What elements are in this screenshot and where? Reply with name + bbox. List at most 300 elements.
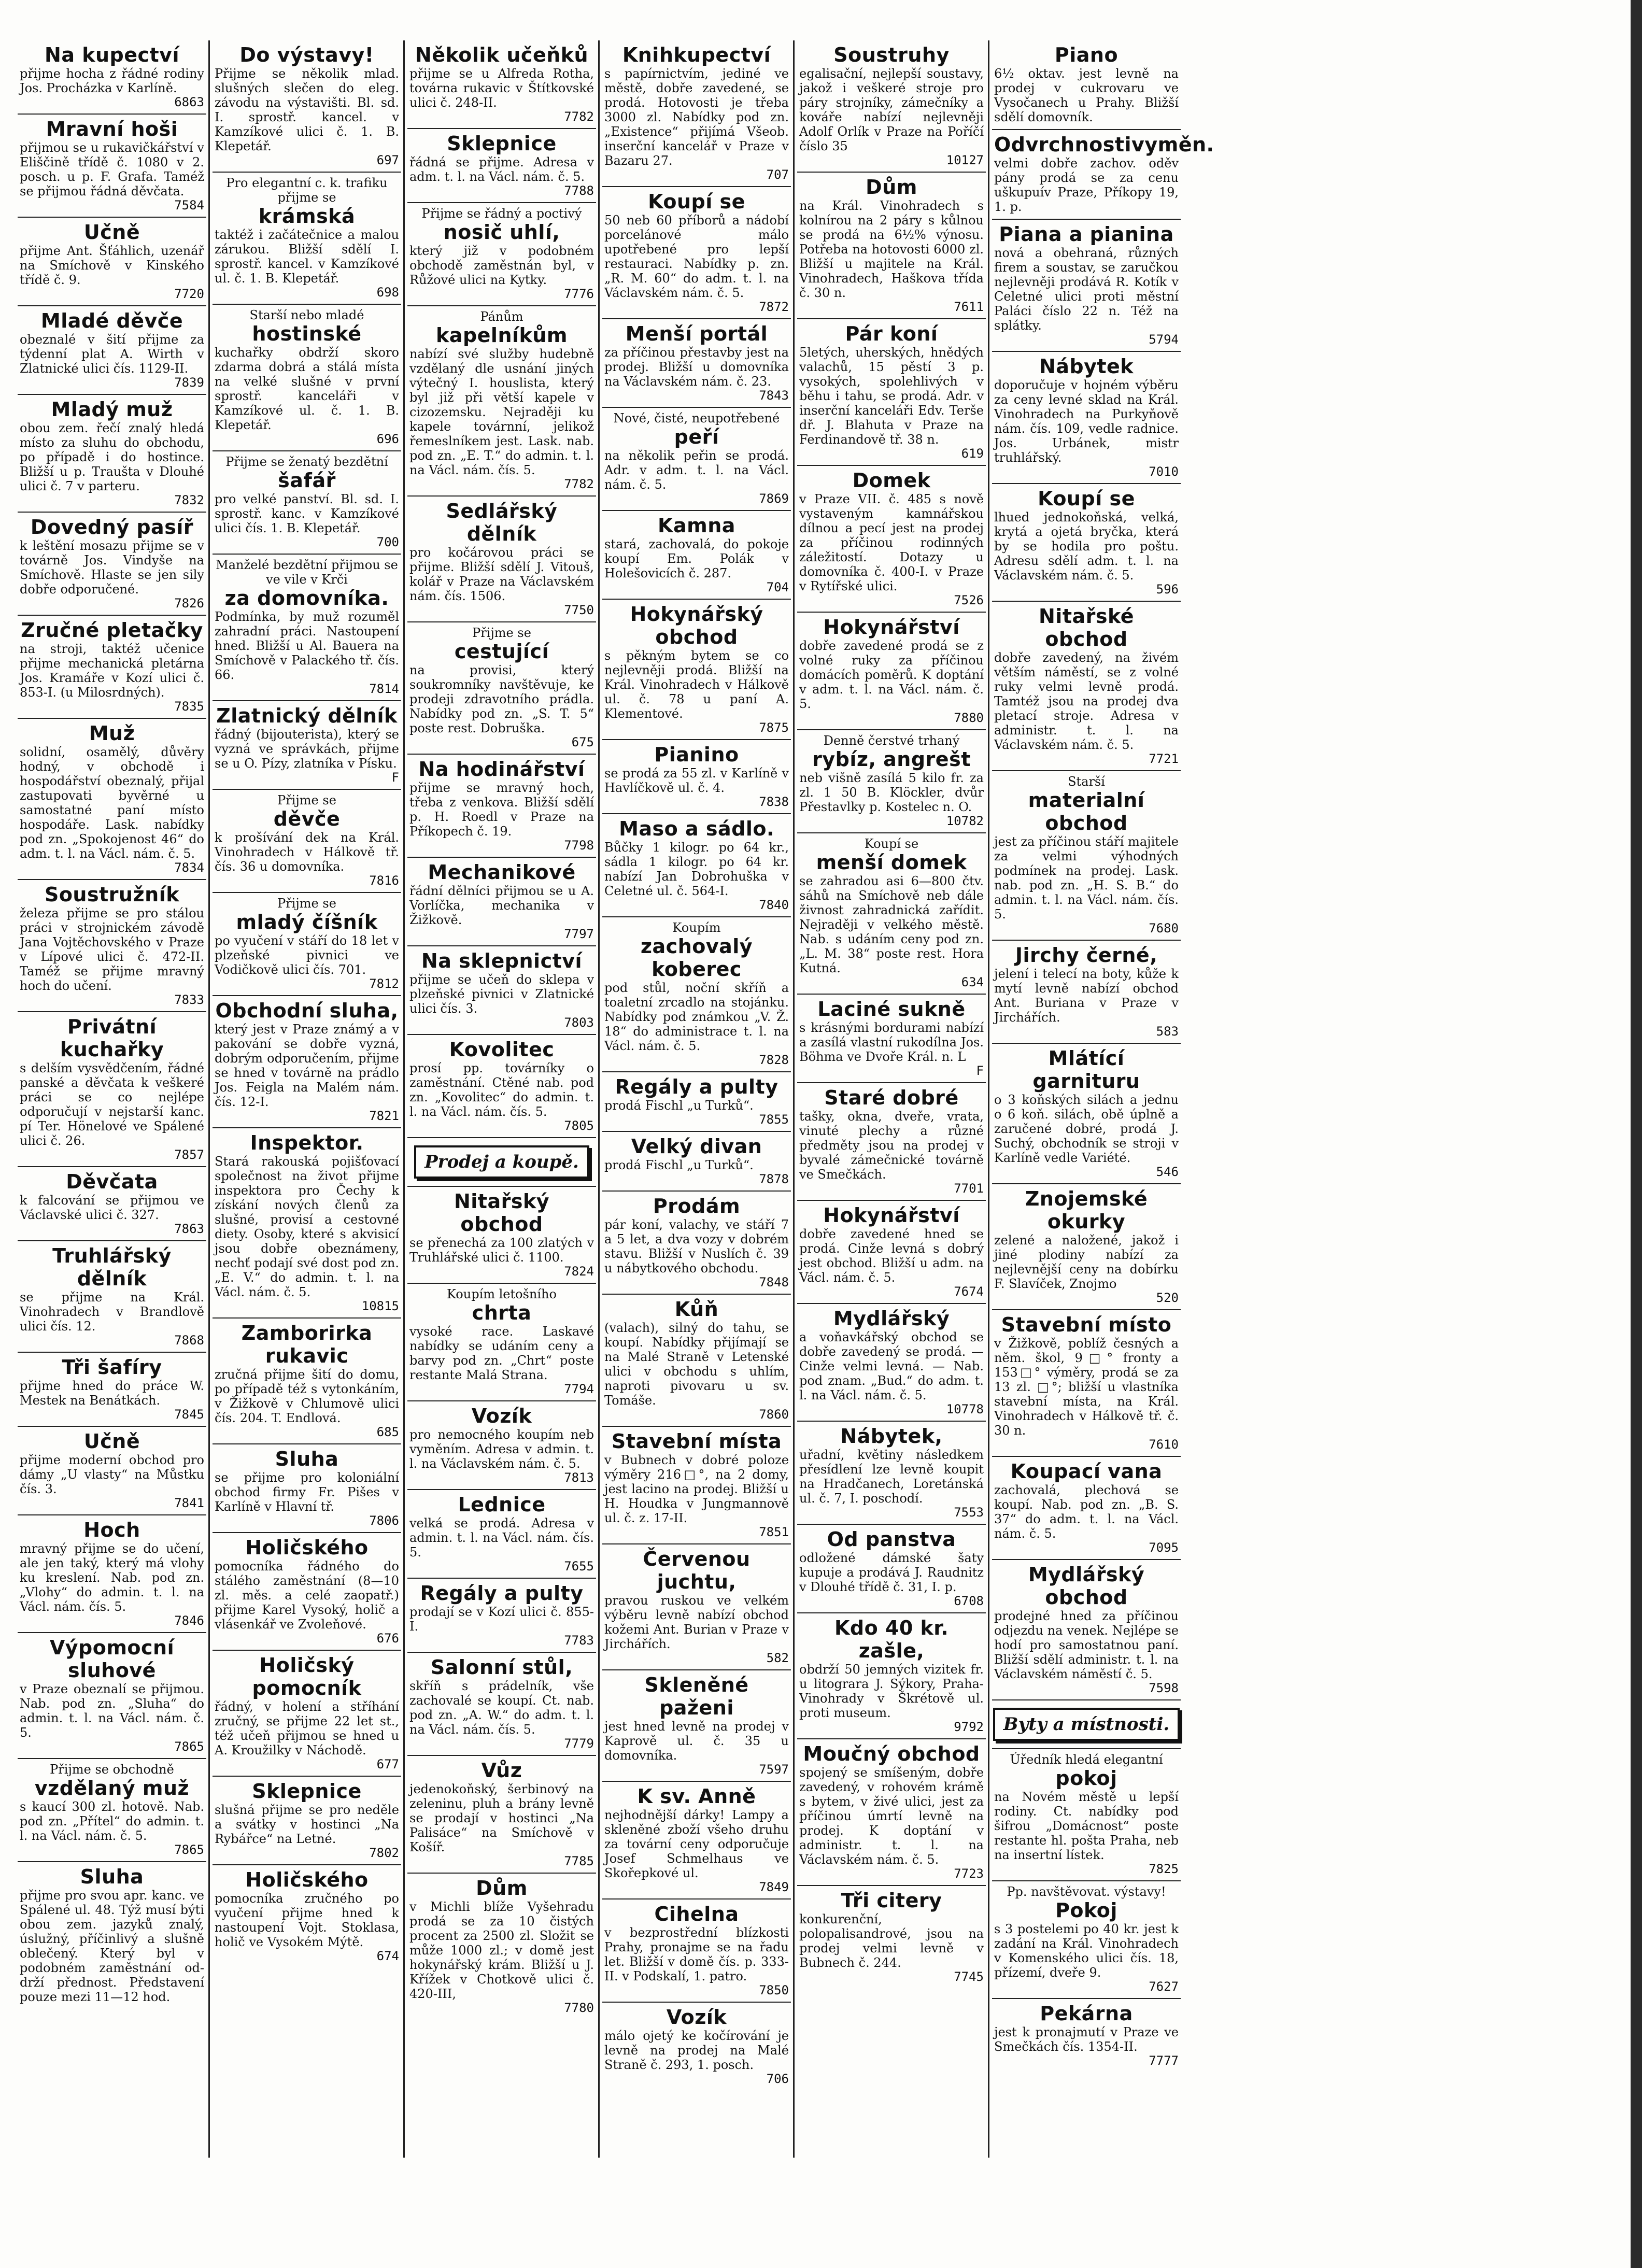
ad-heading: Mladé děvče <box>40 309 183 332</box>
classified-ad <box>602 600 791 740</box>
ad-number: 7720 <box>174 287 204 301</box>
ad-body: stará, zachovalá, do pokoje koupí Em. Polák v Holešovicích č. 287. <box>604 537 789 580</box>
ad-heading: chrta <box>472 1301 532 1324</box>
ad-body: obdrží 50 jemných vizitek fr. u litograra J. Sýkory, Praha-Vinohrady v Škrétově ul. proti museum. <box>799 1662 984 1720</box>
ad-preheading: Přijme se řádný a poctivý <box>421 206 582 221</box>
ad-heading: Pekárna <box>1040 2002 1133 2025</box>
classified-ad <box>18 1353 206 1427</box>
ad-preheading: Denně čerstvé trhaný <box>823 733 960 748</box>
ad-body: pro nemocného koupím neb vyměním. Adresa v admin. t. l. na Václavském nám. č. 5. <box>409 1427 594 1471</box>
ad-heading: zachovalý koberec <box>640 935 753 981</box>
classified-ad <box>407 306 596 497</box>
ad-heading: Hokynářský obchod <box>630 603 763 648</box>
classified-ad <box>797 730 986 833</box>
ad-heading: Velký divan <box>631 1135 762 1158</box>
classified-ad <box>602 1670 791 1782</box>
ad-heading: Tři šafíry <box>62 1356 162 1379</box>
classified-ad <box>213 790 401 893</box>
ad-number: 7794 <box>564 1382 594 1396</box>
ad-heading: K sv. Anně <box>637 1785 756 1808</box>
ad-heading: Salonní stůl, <box>430 1656 573 1679</box>
ad-number: 7865 <box>174 1739 204 1754</box>
ad-body: k prošívání dek na Král. Vinohradech v Hálkově tř. čís. 36 u domovníka. <box>215 830 399 874</box>
ad-body: o 3 koňských silách a jednu o 6 koň. silách, obě úplně a zaručené dobré, prodá J. Suchý, obchodník se stroji v Karlíně vedle Variété. <box>994 1093 1179 1165</box>
ad-heading: Děvčata <box>66 1170 158 1193</box>
classified-ad <box>213 996 401 1128</box>
ad-heading: Na kupectví <box>45 44 179 66</box>
ad-heading: Inspektor. <box>250 1131 364 1154</box>
classified-ad <box>407 129 596 203</box>
classified-ad <box>602 1427 791 1544</box>
classified-ad <box>213 173 401 305</box>
ad-number: 7846 <box>174 1613 204 1628</box>
ad-body: pomocníka řádného do stálého zaměstnání (8—10 zl. měs. a celé zaopatř.) přijme Karel Vysoký, holič a vlásenkář ve Zvoleňové. <box>215 1559 399 1632</box>
classified-ad <box>407 1756 596 1874</box>
ad-body: železa přijme se pro stálou práci v strojnickém závodě Jana Vojtěchovského v Praze v Lípové ulici č. 472-II. Taméž se přijme mravný hoch do učení. <box>20 906 204 993</box>
classified-ad <box>992 602 1181 771</box>
column-rule <box>793 40 795 2158</box>
ad-body: po vyučení v stáří do 18 let v plzeňské pivnici ve Vodičkově ulici čís. 701. <box>215 933 399 977</box>
ad-number: 707 <box>766 167 789 182</box>
classified-ad <box>797 1422 986 1525</box>
classified-ad <box>992 130 1214 220</box>
ad-number: 698 <box>376 285 399 300</box>
ad-number: 7797 <box>564 927 594 941</box>
ad-body: s krásnými bordurami nabízí a zasílá vlastní rukodílna Jos. Böhma ve Dvoře Král. n. L <box>799 1020 984 1064</box>
ad-body: v Praze obeznalí se přijmou. Nab. pod zn. „Sluha“ do admin. t. l. na Václ. nám. č. 5. <box>20 1682 204 1740</box>
ad-heading: Kovolitec <box>449 1038 555 1061</box>
ad-body: zručná přijme šití do domu, po případě též s vytonkáním, v Žižkově v Chlumově ulici čís. 204. T. Endlová. <box>215 1367 399 1425</box>
ad-body: přijme se mravný hoch, třeba z venkova. Bližší sdělí p. H. Roedl v Praze na Příkopech č. 19. <box>409 781 594 839</box>
classified-ad <box>18 616 206 719</box>
column-5 <box>797 40 986 2158</box>
ad-body: s kaucí 300 zl. hotově. Nab. pod zn. „Přítel“ do admin. t. l. na Václ. nám. č. 5. <box>20 1799 204 1843</box>
ad-body: na Král. Vinohradech s kolnírou na 2 páry s kůlnou se prodá na 6½% výnosu. Potřeba na hotovosti 6000 zl. Bližší u majitele na Král. Vinohradech, Haškova třída č. 30 n. <box>799 199 984 300</box>
ad-body: řádný (bijouterista), který se vyzná ve správkách, přijme se u O. Pízy, zlatníka v Písku. <box>215 727 399 771</box>
ad-number: 7865 <box>174 1842 204 1857</box>
ad-body: neb višně zasílá 5 kilo fr. za zl. 1 50 B. Klöckler, dvůr Přestavlky p. Kostelec n. O. <box>799 771 984 814</box>
classified-ad <box>797 1613 986 1739</box>
classified-ad <box>213 1651 401 1777</box>
ad-number: F <box>976 1064 984 1078</box>
ad-heading: Maso a sádlo. <box>619 817 774 840</box>
ad-heading: Červenou juchtu, <box>643 1548 751 1593</box>
ad-heading: Laciné sukně <box>817 998 966 1020</box>
ad-heading: Tři citery <box>841 1889 942 1912</box>
classified-ad <box>213 1319 401 1444</box>
classified-ad <box>602 511 791 600</box>
ad-body: řádná se přijme. Adresa v adm. t. l. na Václ. nám. č. 5. <box>409 155 594 184</box>
classified-ad <box>797 40 986 173</box>
ad-body: málo ojetý ke kočírování je levně na prodej na Malé Straně č. 293, 1. posch. <box>604 2029 789 2072</box>
ad-number: 7610 <box>1149 1437 1179 1452</box>
ad-number: 7095 <box>1149 1540 1179 1555</box>
ad-preheading: Koupím <box>672 920 721 935</box>
ad-body: dobře zavedený, na živém větším náměstí, se z volné ruky velmi levně prodá. Tamtéž jsou na prodej dva pletací stroje. Adresa v administr. t. l. na Václavském nám. č. 5. <box>994 650 1179 752</box>
ad-body: se prodá za 55 zl. v Karlíně v Havlíčkově ul. č. 4. <box>604 766 789 795</box>
ad-heading: Menší portál <box>625 322 768 345</box>
classified-ad <box>992 352 1181 484</box>
ad-body: s papírnictvím, jediné ve městě, dobře zavedené, se prodá. Hotovosti je třeba 3000 zl. Nabídky pod zn. „Existence“ přijímá Všeob. inserční kancelář v Praze v Bazaru 27. <box>604 66 789 168</box>
ad-number: 696 <box>376 432 399 446</box>
classified-ad <box>797 1083 986 1201</box>
ad-number: 10815 <box>361 1299 399 1313</box>
ad-heading: Piana a pianina <box>999 223 1174 246</box>
ad-number: 7826 <box>174 596 204 611</box>
ad-preheading: Úředník hledá elegantní <box>1010 1752 1163 1767</box>
ad-heading: Učně <box>83 1430 140 1453</box>
ad-number: 7750 <box>564 603 594 617</box>
classified-ad <box>602 2003 791 2090</box>
ad-heading: Nábytek, <box>840 1425 943 1448</box>
classified-ad <box>18 306 206 395</box>
classified-ad <box>992 1044 1181 1184</box>
classified-ad <box>407 1490 596 1579</box>
ad-heading: Učně <box>83 221 140 244</box>
ad-number: 10127 <box>946 153 984 167</box>
ad-heading: děvče <box>273 807 341 830</box>
classified-ad <box>213 1865 401 1967</box>
ad-number: 7850 <box>759 1983 789 1997</box>
classified-ad <box>797 319 986 466</box>
ad-number: 7598 <box>1149 1681 1179 1695</box>
classified-ad <box>602 1132 791 1192</box>
column-1 <box>18 40 206 2158</box>
ad-body: a voňavkářský obchod se dobře zavedený se prodá. — Cinže velmi levná. — Nab. pod znam. „Bud.“ do adm. t. l. na Václ. nám. č. 5. <box>799 1330 984 1402</box>
ad-heading: Holičského <box>245 1868 369 1891</box>
ad-heading: Vozík <box>666 2006 727 2029</box>
classified-ad <box>18 115 206 218</box>
ad-number: 7834 <box>174 860 204 875</box>
classified-ad <box>407 946 596 1035</box>
ad-heading: Na sklepnictví <box>421 949 583 972</box>
ad-number: 7843 <box>759 388 789 403</box>
ad-number: 7824 <box>564 1264 594 1279</box>
ad-heading: Do výstavy! <box>239 44 374 66</box>
ad-number: 7835 <box>174 699 204 714</box>
ad-body: velmi dobře zachov. oděv pány prodá se za cenu uškupuív Praze, Příkopy 19, 1. p. <box>994 156 1179 214</box>
ad-preheading: Pro elegantní c. k. trafiku přijme se <box>226 176 388 205</box>
column-rule <box>988 40 989 2158</box>
ad-preheading: Přijme se obchodně <box>50 1762 174 1777</box>
ad-heading: pokoj <box>1055 1767 1117 1790</box>
ad-body: k falcování se přijmou ve Václavské ulici č. 327. <box>20 1193 204 1222</box>
ad-body: jedenokoňský, šerbinový na zeleninu, pluh a brány levně se prodají v hostinci „Na Palisáce“ na Smíchově v Košíř. <box>409 1782 594 1854</box>
classified-ad <box>407 858 596 946</box>
classified-ad <box>407 1187 596 1284</box>
ad-heading: kapelníkům <box>436 324 568 347</box>
ad-body: v Žižkově, poblíž česných a něm. škol, 9□° fronty a 153□° výměry, prodá se za 13 zl. □°; bližší u vlastníka stavební místa, na Král. Vinohradech v Hálkově tř. č. 30 n. <box>994 1336 1179 1438</box>
ad-number: 7674 <box>954 1284 984 1299</box>
ad-heading: Dům <box>866 176 917 199</box>
ad-number: 7821 <box>369 1109 399 1123</box>
ad-body: obou zem. řečí znalý hledá místo za sluhu do obchodu, po případě i do hostince. Bližší u p. Traušta v Dlouhé ulici č. 7 v parteru. <box>20 421 204 493</box>
classified-ad <box>797 173 986 319</box>
ad-heading: Koupací vana <box>1010 1460 1163 1483</box>
ad-body: na stroji, taktéž učenice přijme mechanická pletárna Jos. Kramáře v Kozí ulici č. 853-I. (u Milosrdných). <box>20 642 204 700</box>
ad-heading: Sluha <box>275 1448 339 1470</box>
ad-heading: Sklepnice <box>447 132 557 155</box>
ad-body: v Praze VII. č. 485 s nově vystaveným kamnářskou dílnou a pecí jest na prodej za příčinou rodinných záležitostí. Dotazy u domovníka č. 400-I. v Praze v Rytířské ulici. <box>799 492 984 593</box>
ad-heading: Skleněné paženi <box>644 1674 749 1719</box>
classified-ad <box>213 1777 401 1865</box>
ad-number: 7779 <box>564 1736 594 1751</box>
ad-body: prodá Fischl „u Turků“. <box>604 1098 754 1113</box>
classified-ad <box>18 1241 206 1353</box>
classified-ad <box>602 319 791 408</box>
ad-body: nová a obehraná, různých firem a soustav, se zaručkou nejlevněji prodává R. Kotík v Celetné ulici proti městní Paláci číslo 22 n. Též na splátky. <box>994 246 1179 333</box>
ad-body: kuchařky obdrží skoro zdarma dobrá a stálá místa na velké slušné v první sprostř. kanceláři v Kamzíkové ul. č. 1. B. Klepetář. <box>215 345 399 432</box>
classified-ad <box>18 218 206 306</box>
ad-body: spojený se smíšeným, dobře zavedený, v rohovém krámě s bytem, v živé ulici, jest za příčinou úmrtí levně na prodej. K doptání v administr. t. l. na Václavském nám. č. 5. <box>799 1765 984 1867</box>
ad-number: 7855 <box>759 1112 789 1127</box>
classified-ad <box>213 1533 401 1651</box>
classified-ad <box>992 1560 1181 1700</box>
ad-body: doporučuje v hojném výběru za ceny levné sklad na Král. Vinohradech na Purkyňově nám. čís. 109, vedle radnice. Jos. Urbánek, mistr truhlářský. <box>994 378 1179 465</box>
ad-body: prodají se v Kozí ulici č. 855-I. <box>409 1605 594 1634</box>
classified-ad <box>992 1184 1181 1310</box>
ad-heading: nosič uhlí, <box>443 221 560 244</box>
section-heading <box>992 1700 1181 1749</box>
ad-body: Přijme se několik mlad. slušných slečen do eleg. závodu na výstavišti. Bl. sd. I. sprostř. kancel. v Kamzíkové ulici č. 1. B. Klepetář. <box>215 66 399 153</box>
column-rule <box>208 40 210 2158</box>
ad-body: přijmou se u rukavičkářství v Eliščině třídě č. 1080 v 2. posch. u p. F. Grafa. Taméž se přijmou řádná děvčata. <box>20 140 204 199</box>
classified-ad <box>407 1874 596 2019</box>
ad-body: velká se prodá. Adresa v admin. t. l. na Václ. nám. čís. 5. <box>409 1516 594 1560</box>
ad-number: 7832 <box>174 493 204 507</box>
ad-number: 7851 <box>759 1525 789 1539</box>
ad-heading: Zamborirka rukavic <box>241 1322 373 1367</box>
ad-heading: Prodám <box>653 1195 741 1217</box>
ad-body: Bůčky 1 kilogr. po 64 kr., sádla 1 kilogr. po 64 kr. nabízí Jan Dobrohuška v Celetné ul. č. 564-I. <box>604 840 789 898</box>
ad-number: 7845 <box>174 1407 204 1422</box>
ad-body: přijme Ant. Šťáhlich, uzenář na Smíchově v Kinského třídě č. 9. <box>20 244 204 287</box>
ad-heading: cestující <box>454 640 549 663</box>
ad-heading: vzdělaný muž <box>34 1777 190 1799</box>
classified-ad <box>992 1881 1181 1999</box>
ad-heading: Moučný obchod <box>803 1742 980 1765</box>
classified-ad <box>992 220 1181 352</box>
ad-body: zachovalá, plechová se koupí. Nab. pod zn. „B. S. 37“ do adm. t. l. na Václ. nám. č. 5. <box>994 1483 1179 1541</box>
ad-body: přijme hned do práce W. Mestek na Benátkách. <box>20 1379 204 1408</box>
classified-ad <box>602 1900 791 2003</box>
ad-body: skříň s prádelník, vše zachovalé se koupí. Ct. nab. pod zn. „A. W.“ do adm. t. l. na Václ. nám. čís. 5. <box>409 1679 594 1737</box>
ad-heading: Holičského <box>245 1536 369 1559</box>
ad-heading: Pár koní <box>845 322 938 345</box>
ad-body: s 3 postelemi po 40 kr. jest k zadání na Král. Vinohradech v Komenského ulici čís. 18, přízemí, dveře 9. <box>994 1922 1179 1980</box>
ad-body: s pěkným bytem se co nejlevněji prodá. Bližší na Král. Vinohradech v Hálkově ul. č. 78 u paní A. Klementové. <box>604 648 789 721</box>
ad-body: Podmínka, by muž rozuměl zahradní práci. Nastoupení hned. Bližší u Al. Bauera na Smíchově v Palackého tř. čís. 66. <box>215 609 399 682</box>
ad-heading: Několik učeňků <box>415 44 589 66</box>
ad-heading: Pianino <box>654 743 739 766</box>
ad-preheading: Starší <box>1068 774 1105 789</box>
ad-heading: Soustružník <box>44 883 180 906</box>
ad-body: pod stůl, noční skříň a toaletní zrcadlo na stojánku. Nabídky pod známkou „V. Ž. 18“ do administrace t. l. na Václ. nám. č. 5. <box>604 981 789 1053</box>
ad-number: 675 <box>571 735 594 749</box>
column-3 <box>407 40 596 2158</box>
classified-ad <box>407 1035 596 1138</box>
ad-number: 7805 <box>564 1118 594 1133</box>
classified-ad <box>602 740 791 814</box>
ad-heading: materialní obchod <box>1028 789 1145 834</box>
ad-body: pro kočárovou práci se přijme. Bližší sdělí J. Vitouš, kolář v Praze na Václavském nám. čís. 1506. <box>409 545 594 603</box>
ad-heading: Cihelna <box>654 1903 739 1925</box>
ad-number: 7849 <box>759 1880 789 1894</box>
ad-body: se přijme na Král. Vinohradech v Brandlově ulici čís. 12. <box>20 1290 204 1334</box>
ad-number: 7878 <box>759 1172 789 1186</box>
ad-number: 7875 <box>759 720 789 735</box>
ad-heading: Mydlářský obchod <box>1028 1563 1145 1609</box>
classified-ad <box>797 613 986 730</box>
ad-heading: Mechanikové <box>428 861 576 884</box>
ad-body: zelené a naložené, jakož i jiné plodiny nabízí za nejlevnější ceny na dobírku F. Slavíček, Znojmo <box>994 1233 1179 1291</box>
ad-body: pravou ruskou ve velkém výběru levně nabízí obchod kožemi Ant. Burian v Praze v Jirchářích. <box>604 1593 789 1651</box>
ad-number: 7010 <box>1149 464 1179 479</box>
ad-body: mravný přijme se do učení, ale jen taký, který má vlohy ku kreslení. Nab. pod zn. „Vlohy“ do admin. t. l. na Václ. nám. čís. 5. <box>20 1541 204 1614</box>
ad-number: 7721 <box>1149 752 1179 766</box>
ad-heading: Na hodinářství <box>418 758 585 781</box>
ad-body: na několik peřin se prodá. Adr. v adm. t. l. na Václ. nám. č. 5. <box>604 448 789 492</box>
ad-body: na provisi, který soukromníky navštěvuje, ke prodeji zdravotního prádla. Nabídky pod zn. „S. T. 5“ poste rest. Dobruška. <box>409 663 594 735</box>
ad-number: 7839 <box>174 375 204 390</box>
classified-ad <box>992 484 1181 602</box>
classified-ad <box>213 893 401 996</box>
ad-number: 7848 <box>759 1275 789 1289</box>
ad-heading: Hoch <box>83 1519 140 1541</box>
ad-number: 7783 <box>564 1633 594 1648</box>
classified-ad <box>407 40 596 129</box>
ad-heading: šafář <box>278 469 336 492</box>
ad-heading: Soustruhy <box>833 44 950 66</box>
classified-ad <box>213 555 401 701</box>
ad-number: 685 <box>376 1425 399 1439</box>
ad-body: vysoké race. Laskavé nabídky se udáním ceny a barvy pod zn. „Chrt“ poste restante Malá Strana. <box>409 1324 594 1382</box>
classified-ad <box>797 833 986 995</box>
classified-ad <box>797 995 986 1083</box>
ad-heading: za domovníka. <box>224 587 389 609</box>
classified-ad <box>407 1653 596 1756</box>
column-rule <box>598 40 600 2158</box>
ad-heading: Truhlářský dělník <box>52 1244 172 1290</box>
ad-body: taktéž i začátečnice a malou zárukou. Bližší sdělí I. sprostř. kancel. v Kamzíkové ul. č. 1. B. Klepetář. <box>215 228 399 286</box>
classified-ad <box>797 1304 986 1422</box>
ad-number: 7680 <box>1149 921 1179 935</box>
ad-preheading: Koupí se <box>864 837 919 851</box>
ad-body: dobře zavedené prodá se z volné ruky za příčinou domácích poměrů. K doptání v adm. t. l. na Václ. nám. č. 5. <box>799 639 984 711</box>
ad-preheading: Manželé bezdětní přijmou se ve vile v Krči <box>216 558 398 587</box>
classified-ad <box>18 1167 206 1241</box>
classified-ad <box>213 701 401 790</box>
ad-number: 700 <box>376 535 399 549</box>
ad-number: 674 <box>376 1949 399 1963</box>
ad-number: 7776 <box>564 287 594 301</box>
ad-body: nabízí své služby hudebně vzdělaný dle usnání jiných výtečný I. houslista, který byl již při větší kapele v cizozemsku. Nejraději ku kapele továrnní, jelikož řemeslníkem jest. Lask. nab. pod zn. „E. T.“ do admin. t. l. na Václ. nám. čís. 5. <box>409 347 594 477</box>
ad-number: 7840 <box>759 898 789 912</box>
ad-heading: Stavební místa <box>611 1430 782 1453</box>
ad-number: 7584 <box>174 198 204 212</box>
ad-number: 697 <box>376 153 399 167</box>
ad-preheading: Pp. navštěvovat. výstavy! <box>1007 1884 1166 1899</box>
ad-heading: Sklepnice <box>252 1780 362 1803</box>
ad-number: 9792 <box>954 1720 984 1734</box>
ad-number: 706 <box>766 2072 789 2086</box>
ad-number: 619 <box>961 446 984 461</box>
ad-heading: menší domek <box>816 851 967 874</box>
ad-heading: Výpomocní sluhové <box>49 1636 175 1682</box>
ad-heading: Staré dobré <box>824 1086 959 1109</box>
ad-body: obeznalé v šití přijme za týdenní plat A. Wirth v Zlatnické ulici čís. 1129-II. <box>20 332 204 376</box>
ad-heading: Sedlářský dělník <box>446 500 558 545</box>
ad-number: 7880 <box>954 711 984 725</box>
ad-preheading: Nové, čisté, neupotřebené <box>613 411 780 426</box>
ad-number: 5794 <box>1149 332 1179 347</box>
classified-ad <box>407 1284 596 1401</box>
classified-ad <box>602 187 791 319</box>
ad-number: 596 <box>1156 582 1179 597</box>
classified-ad <box>18 719 206 880</box>
ad-number: 7785 <box>564 1854 594 1868</box>
ad-heading: Stavební místo <box>1001 1313 1172 1336</box>
ad-body: přijme pro svou apr. kanc. ve Spálené ul. 48. Týž musí býti obou zem. jazyků znalý, úslužný, příčinlivý a slušně oblečený. Který byl v podobném zaměstnání od- drží přednost. Představení pouze mezi 11—12 hod. <box>20 1888 204 2004</box>
ad-number: 7782 <box>564 477 594 491</box>
ad-body: jest za příčinou stáří majitele za velmi výhodných podmínek na prodej. Lask. nab. pod zn. „H. S. B.“ do admin. t. l. na Václ. nám. čís. 5. <box>994 834 1179 922</box>
ad-heading: Mravní hoši <box>46 118 178 140</box>
classified-ad <box>602 1544 791 1670</box>
ad-body: řádní dělníci přijmou se u A. Vorlíčka, mechanika v Žižkově. <box>409 884 594 927</box>
classified-ad <box>992 771 1181 941</box>
ad-body: který již v podobném obchodě zaměstnán byl, v Růžové ulici na Kytky. <box>409 244 594 287</box>
ad-heading: Regály a pulty <box>615 1075 778 1098</box>
ad-number: 583 <box>1156 1024 1179 1039</box>
classified-ad <box>992 1749 1181 1881</box>
ad-body: přijme se u Alfreda Rotha, továrna rukavic v Štítkovské ulici č. 248-II. <box>409 66 594 110</box>
ad-number: 7788 <box>564 183 594 198</box>
ad-body: s delším vysvědčením, řádné panské a děvčata k veškeré práci se co nejlépe odporučují v nejstarší kanc. pí Ter. Hönelové ve Spálené ulici č. 26. <box>20 1061 204 1148</box>
classified-ad <box>602 1295 791 1427</box>
column-6 <box>992 40 1214 2158</box>
classified-ad <box>407 1579 596 1653</box>
classified-ad <box>992 1457 1181 1560</box>
ad-body: prodá Fischl „u Turků“. <box>604 1158 754 1172</box>
ad-body: 50 neb 60 příborů a nádobí porcelánové málo upotřebené pro lepší restauraci. Nabídky p. zn. „R. M. 60“ do adm. t. l. na Václavském nám. č. 5. <box>604 213 789 300</box>
ad-heading: Mlátící garnituru <box>1032 1047 1140 1093</box>
ad-number: 7814 <box>369 682 399 696</box>
ad-number: 7802 <box>369 1846 399 1860</box>
ad-body: tašky, okna, dveře, vrata, vinuté plechy a různé předměty jsou na prodej v byvalé zámečnické továrně ve Smečkách. <box>799 1109 984 1182</box>
ad-body: uřadní, květiny následkem přesídlení lze levně koupit na Hradčanech, Loretánská ul. č. 7, I. poschodí. <box>799 1448 984 1506</box>
classified-ad <box>602 1192 791 1295</box>
section-title: Byty a místnosti. <box>993 1708 1180 1741</box>
ad-heading: Zlatnický dělník <box>216 704 398 727</box>
classified-ad <box>602 917 791 1072</box>
classified-ad <box>407 622 596 755</box>
ad-heading: Od panstva <box>827 1528 956 1551</box>
classified-ad <box>18 1427 206 1515</box>
ad-body: přijme se učeň do sklepa v plzeňské pivnici v Zlatnické ulici čís. 3. <box>409 972 594 1016</box>
ad-number: 634 <box>961 975 984 989</box>
classified-ad <box>18 395 206 513</box>
ad-number: 7611 <box>954 300 984 314</box>
ad-number: 7526 <box>954 593 984 607</box>
ad-heading: mladý číšník <box>236 911 378 933</box>
page-edge-shadow <box>1631 0 1642 2268</box>
ad-number: 10778 <box>946 1402 984 1416</box>
ad-heading: Lednice <box>458 1493 546 1516</box>
ad-body: řádný, v holení a stříhání zručný, se přijme 22 let st., též učeň přijmou se hned u A. Kroužilky v Náchodě. <box>215 1699 399 1757</box>
classified-ad <box>407 1401 596 1490</box>
ad-number: 7863 <box>174 1222 204 1236</box>
ad-number: 7841 <box>174 1496 204 1510</box>
